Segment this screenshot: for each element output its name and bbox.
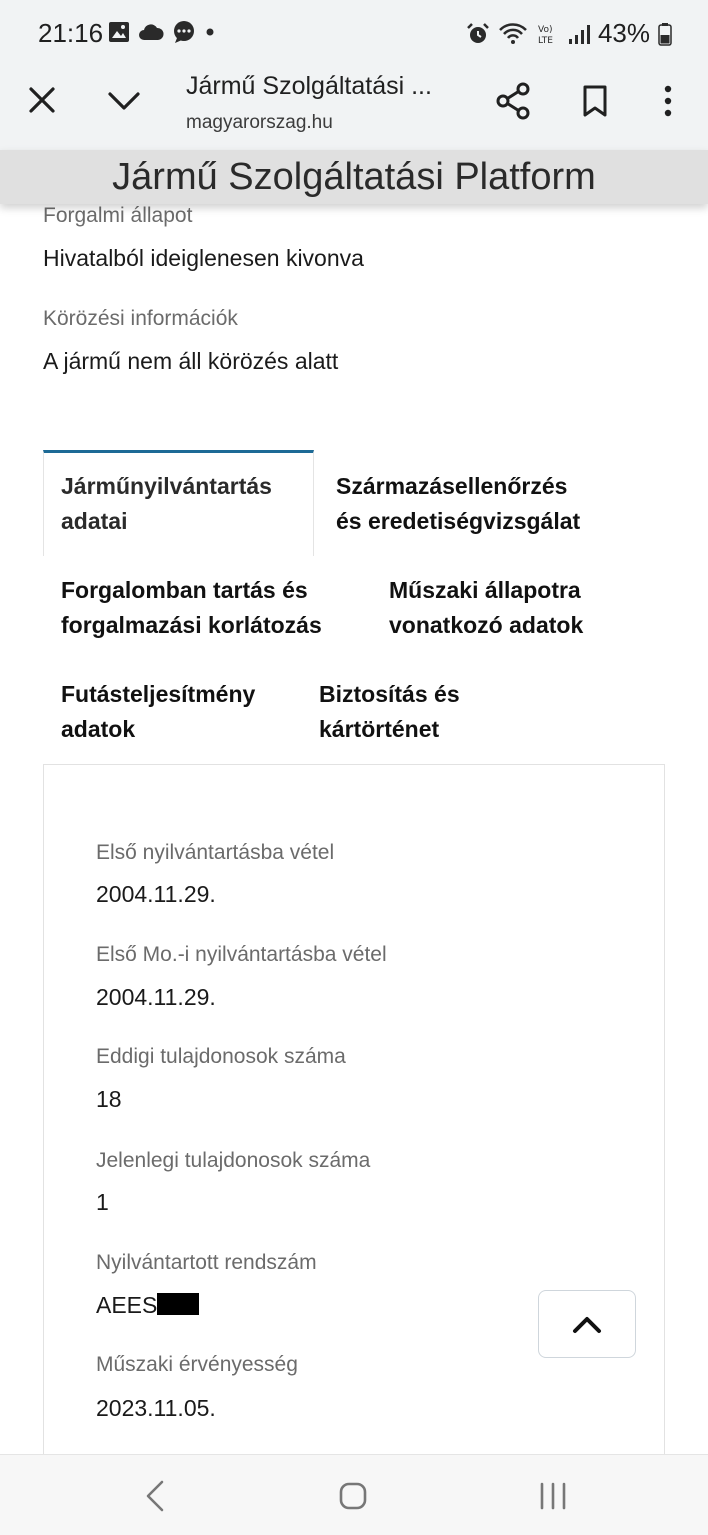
- plate-number-row: [96, 1292, 199, 1319]
- previous-owners-value: 18: [96, 1086, 122, 1112]
- tab-label-line: kártörténet: [319, 716, 440, 742]
- status-left-icons: [108, 20, 216, 44]
- status-bar: [0, 0, 708, 66]
- chevron-down-icon[interactable]: [106, 86, 142, 116]
- tab-origin-check[interactable]: [336, 469, 580, 539]
- tab-label-line: adatok: [61, 716, 136, 742]
- tab-label-line: Biztosítás és: [319, 681, 460, 707]
- battery-icon: [658, 22, 672, 46]
- cloud-icon: [138, 22, 164, 42]
- technical-validity-value: 2023.11.05.: [96, 1395, 216, 1421]
- tab-label-line: forgalmazási korlátozás: [61, 612, 322, 638]
- plate-number-value: AEES: [96, 1292, 158, 1318]
- first-hu-registration-value: 2004.11.29.: [96, 984, 216, 1010]
- status-time: 21:16: [38, 18, 104, 48]
- redaction-box: [157, 1293, 199, 1315]
- scroll-to-top-button[interactable]: [538, 1290, 636, 1358]
- tab-label-line: Futásteljesítmény: [61, 681, 256, 707]
- tab-label-line: Járműnyilvántartás: [61, 473, 272, 499]
- home-icon[interactable]: [338, 1481, 368, 1511]
- wanted-info-label: Körözési információk: [43, 307, 238, 330]
- bookmark-icon[interactable]: [580, 84, 610, 118]
- previous-owners-label: Eddigi tulajdonosok száma: [96, 1045, 346, 1068]
- back-icon[interactable]: [142, 1479, 168, 1513]
- tab-traffic-restrictions[interactable]: [61, 573, 322, 643]
- signal-icon: [568, 23, 590, 45]
- tab-label-line: adatai: [61, 508, 128, 534]
- svg-text:Vo): Vo): [537, 24, 553, 35]
- image-icon: [108, 21, 130, 43]
- traffic-status-label: Forgalmi állapot: [43, 204, 193, 227]
- recent-apps-icon[interactable]: [538, 1481, 568, 1511]
- current-owners-label: Jelenlegi tulajdonosok száma: [96, 1149, 371, 1172]
- tab-label-line: és eredetiségvizsgálat: [336, 508, 581, 534]
- tab-technical-condition[interactable]: [389, 573, 583, 643]
- tab-label-line: Forgalomban tartás és: [61, 577, 308, 603]
- close-icon[interactable]: [26, 84, 58, 116]
- battery-percent: 43%: [597, 18, 650, 48]
- current-owners-value: 1: [96, 1189, 109, 1215]
- first-hu-registration-label: Első Mo.-i nyilvántartásba vétel: [96, 943, 387, 966]
- tab-label-line: Származásellenőrzés: [336, 473, 568, 499]
- page-title: Jármű Szolgáltatási ...: [186, 72, 432, 100]
- tab-insurance-history[interactable]: [319, 677, 460, 747]
- plate-number-label: Nyilvántartott rendszám: [96, 1251, 317, 1274]
- share-icon[interactable]: [496, 82, 530, 120]
- technical-validity-label: Műszaki érvényesség: [96, 1353, 298, 1376]
- volte-icon: [536, 22, 560, 46]
- traffic-status-value: Hivatalból ideiglenesen kivonva: [43, 245, 364, 271]
- svg-text:LTE: LTE: [537, 35, 553, 46]
- tab-mileage-data[interactable]: [61, 677, 255, 747]
- chevron-up-icon: [571, 1313, 603, 1335]
- more-vert-icon[interactable]: [660, 84, 676, 118]
- chat-icon: [172, 20, 196, 44]
- tab-registry-data-label[interactable]: [61, 469, 272, 539]
- first-registration-value: 2004.11.29.: [96, 881, 216, 907]
- alarm-icon: [466, 22, 490, 46]
- dot-icon: [204, 26, 216, 38]
- wanted-info-value: A jármű nem áll körözés alatt: [43, 348, 339, 374]
- status-right-icons: [466, 18, 672, 49]
- tab-label-line: vonatkozó adatok: [389, 612, 584, 638]
- site-header-title: Jármű Szolgáltatási Platform: [112, 156, 596, 198]
- tab-label-line: Műszaki állapotra: [389, 577, 581, 603]
- system-nav-bar: [0, 1454, 708, 1535]
- wifi-icon: [498, 23, 528, 45]
- site-header: [0, 150, 708, 204]
- first-registration-label: Első nyilvántartásba vétel: [96, 841, 335, 864]
- page-url: magyarorszag.hu: [186, 112, 333, 133]
- browser-toolbar: [0, 66, 708, 150]
